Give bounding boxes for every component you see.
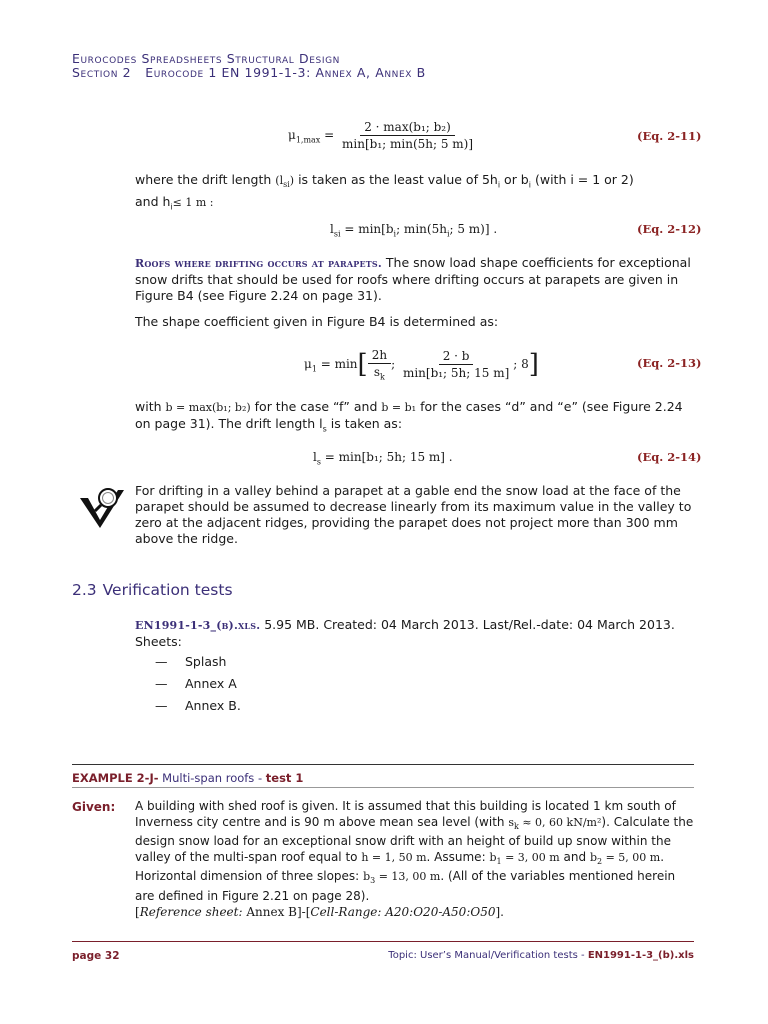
text-run: ≤ 1 m : — [172, 195, 214, 209]
eq-2-13-fraction-2 — [399, 349, 513, 380]
text-run: or b — [504, 172, 529, 187]
bracket: ]. — [495, 904, 504, 919]
symbol-value: = 3, 00 m — [501, 850, 560, 864]
symbol-sub: 2 — [597, 856, 603, 866]
eq-2-11-lhs-sub: 1,max — [295, 135, 321, 145]
eq-part: ; 8 — [513, 357, 529, 372]
text-run: (with i = 1 or 2) — [534, 172, 634, 187]
denominator: min[b₁; 5h; 15 m] — [402, 366, 510, 381]
text-run: is taken as: — [330, 416, 403, 431]
header-subtitle — [72, 65, 426, 80]
eq-2-14-label: (Eq. 2-14) — [637, 450, 702, 464]
symbol: b = b₁ — [381, 401, 417, 414]
symbol: b = max(b₁; b₂) — [165, 401, 251, 414]
list-dash: — — [155, 698, 168, 713]
symbol-sub: si — [283, 180, 290, 190]
section-number: 2.3 — [72, 581, 97, 599]
list-item-label: Annex A — [185, 676, 237, 691]
paragraph-drift-length — [135, 172, 695, 215]
header-section-title: Eurocode 1 EN 1991-1-3: Annex A, Annex B — [145, 65, 426, 80]
eq-2-13-label: (Eq. 2-13) — [637, 356, 702, 370]
eq-2-11-denominator: min[b₁; min(5h; 5 m)] — [342, 137, 474, 151]
symbol: b — [589, 850, 597, 864]
eq-2-11-label: (Eq. 2-11) — [637, 129, 702, 143]
eq-sub: si — [333, 229, 341, 239]
list-item — [155, 698, 241, 713]
text-run: for the case “f” and — [254, 399, 378, 414]
file-info-text: 5.95 MB. Created: 04 March 2013. Last/Rel.-date: 04 March 2013. Sheets: — [135, 617, 675, 649]
symbol-value: = 5, 00 m — [602, 850, 661, 864]
reference-label: Reference sheet: — [139, 904, 243, 919]
symbol-sub: 3 — [370, 876, 376, 886]
text-run: . Horizontal dimension of three slopes: — [135, 849, 665, 884]
list-item-label: Annex B. — [185, 698, 241, 713]
equation-2-11: $\mu_{1,max}$ = $\frac{\text{2 · max(b₁; b₂)}}{\text{min[b₁; min(5h; 5 m)]}}$ — [288, 120, 477, 151]
symbol-value: ≈ 0, 60 kN/m² — [518, 815, 602, 829]
eq-2-12-label: (Eq. 2-12) — [637, 222, 702, 236]
note-paragraph: For drifting in a valley behind a parapet at a gable end the snow load at the face of the parapet should be assumed to decrease linearly from its maximum value in the valley to zero at the adjacent ridges, providing the parapet does not project more than 300 mm above the ridge. — [135, 483, 692, 546]
equation-2-14 — [313, 450, 453, 466]
text-run: with — [135, 399, 162, 414]
eq-sub: s — [316, 457, 321, 467]
text-run: . Assume: — [426, 849, 486, 864]
symbol-sub: k — [513, 821, 519, 831]
run-in-heading: Roofs where drifting occurs at parapets. — [135, 257, 382, 270]
given-label: Given: — [72, 800, 116, 814]
section-title-text: Verification tests — [102, 581, 233, 599]
symbol: b — [363, 870, 371, 884]
example-title: Multi-span roofs - — [158, 771, 266, 785]
denominator-sub: k — [380, 372, 385, 382]
header-section: Section 2 — [72, 65, 132, 80]
symbol-sub: 1 — [496, 856, 502, 866]
bracket: [ — [135, 904, 140, 919]
symbol-value: h = 1, 50 m — [361, 850, 427, 864]
file-info — [135, 617, 695, 650]
magnifier-check-icon — [78, 484, 126, 530]
text-run: and h — [135, 193, 171, 209]
example-test: test 1 — [265, 771, 304, 785]
text-run: where the drift length — [135, 172, 272, 187]
list-item — [155, 676, 237, 691]
eq-part: = min[b₁; 5h; 15 m] . — [320, 450, 453, 464]
eq-2-13-fraction-1 — [368, 348, 391, 381]
eq-2-11-fraction — [338, 120, 477, 151]
equation-2-13: $\mu_1 = \min$[ $\frac{2h}{s_k}$ ; $\frac{2 \cdot b}{\text{min[b₁; 5h; 15 m]}}$ ; 8] — [304, 348, 539, 382]
given-text — [135, 799, 695, 920]
equation-2-12 — [330, 222, 497, 238]
eq-sub: 1 — [311, 364, 317, 374]
list-dash: — — [155, 676, 168, 691]
symbol-value: = 13, 00 m — [375, 870, 441, 884]
eq-part: l — [313, 450, 317, 464]
example-heading — [72, 771, 303, 785]
reference-sheet: Annex B]-[ — [242, 904, 311, 919]
symbol: b — [489, 850, 497, 864]
numerator: 2 · b — [439, 349, 474, 365]
footer-file-name: EN1991-1-3_(b).xls — [587, 950, 694, 961]
footer-topic-text: Topic: User’s Manual/Verification tests - — [388, 950, 588, 961]
eq-part: ; 5 m)] . — [449, 222, 498, 236]
list-item — [155, 654, 226, 669]
eq-part: μ — [304, 357, 312, 372]
header-title: Eurocodes Spreadsheets Structural Design — [72, 51, 340, 66]
symbol: s — [508, 815, 514, 829]
example-prefix: EXAMPLE 2-J- — [72, 771, 159, 785]
footer-topic — [388, 950, 694, 961]
symbol-sub: s — [322, 424, 327, 434]
text-run: ). Calculate the design snow load for an exceptional snow drift with an height of build up snow within the valley of the multi-span roof equal to — [135, 814, 694, 864]
symbol-sub: i — [528, 180, 531, 190]
footer-divider — [72, 941, 694, 942]
symbol-end: ) — [289, 174, 295, 187]
list-dash: — — [155, 654, 168, 669]
reference-cell-range: Cell-Range: A20:O20-A50:O50 — [310, 904, 496, 919]
list-item-label: Splash — [185, 654, 227, 669]
numerator: 2h — [368, 348, 391, 364]
text-run: A building with shed roof is given. It is assumed that this building is located 1 km south of Inverness city centre and is 90 m above mean sea level (with — [135, 799, 676, 829]
eq-sub: i — [393, 229, 397, 239]
divider — [72, 787, 694, 788]
denominator: s — [373, 365, 381, 379]
text-run: is taken as the least value of 5h — [298, 172, 498, 187]
page-number: page 32 — [72, 950, 120, 962]
paragraph-with-b — [135, 399, 695, 438]
eq-2-11-lhs: μ — [288, 128, 296, 142]
text-run: and — [563, 849, 587, 864]
text-run: . (All of the variables mentioned herein are defined in Figure 2.21 on page 28). — [135, 869, 676, 904]
symbol: (l — [275, 174, 284, 187]
symbol-sub: i — [170, 202, 173, 211]
file-name: EN1991-1-3_(b).xls. — [135, 619, 261, 632]
divider — [72, 764, 694, 765]
eq-part: = min[b — [340, 222, 394, 236]
eq-sub: i — [446, 229, 450, 239]
eq-2-11-numerator: 2 · max(b₁; b₂) — [360, 120, 455, 136]
text-run: for the cases “d” and “e” (see Figure 2.24 on page 31). The drift length l — [135, 399, 683, 431]
paragraph-text: The snow load shape coefficients for exceptional snow drifts that should be used for roofs where drifting occurs at parapets are given in Figure B4 (see Figure 2.24 on page 31). — [135, 255, 691, 303]
symbol-sub: i — [497, 180, 501, 190]
eq-part: = min — [316, 357, 358, 372]
eq-part: l — [330, 222, 334, 236]
paragraph-shape-coefficient: The shape coefficient given in Figure B4 is determined as: — [135, 314, 499, 329]
section-heading — [72, 581, 233, 599]
paragraph-parapets — [135, 255, 695, 304]
eq-part: ; min(5h — [396, 222, 447, 236]
